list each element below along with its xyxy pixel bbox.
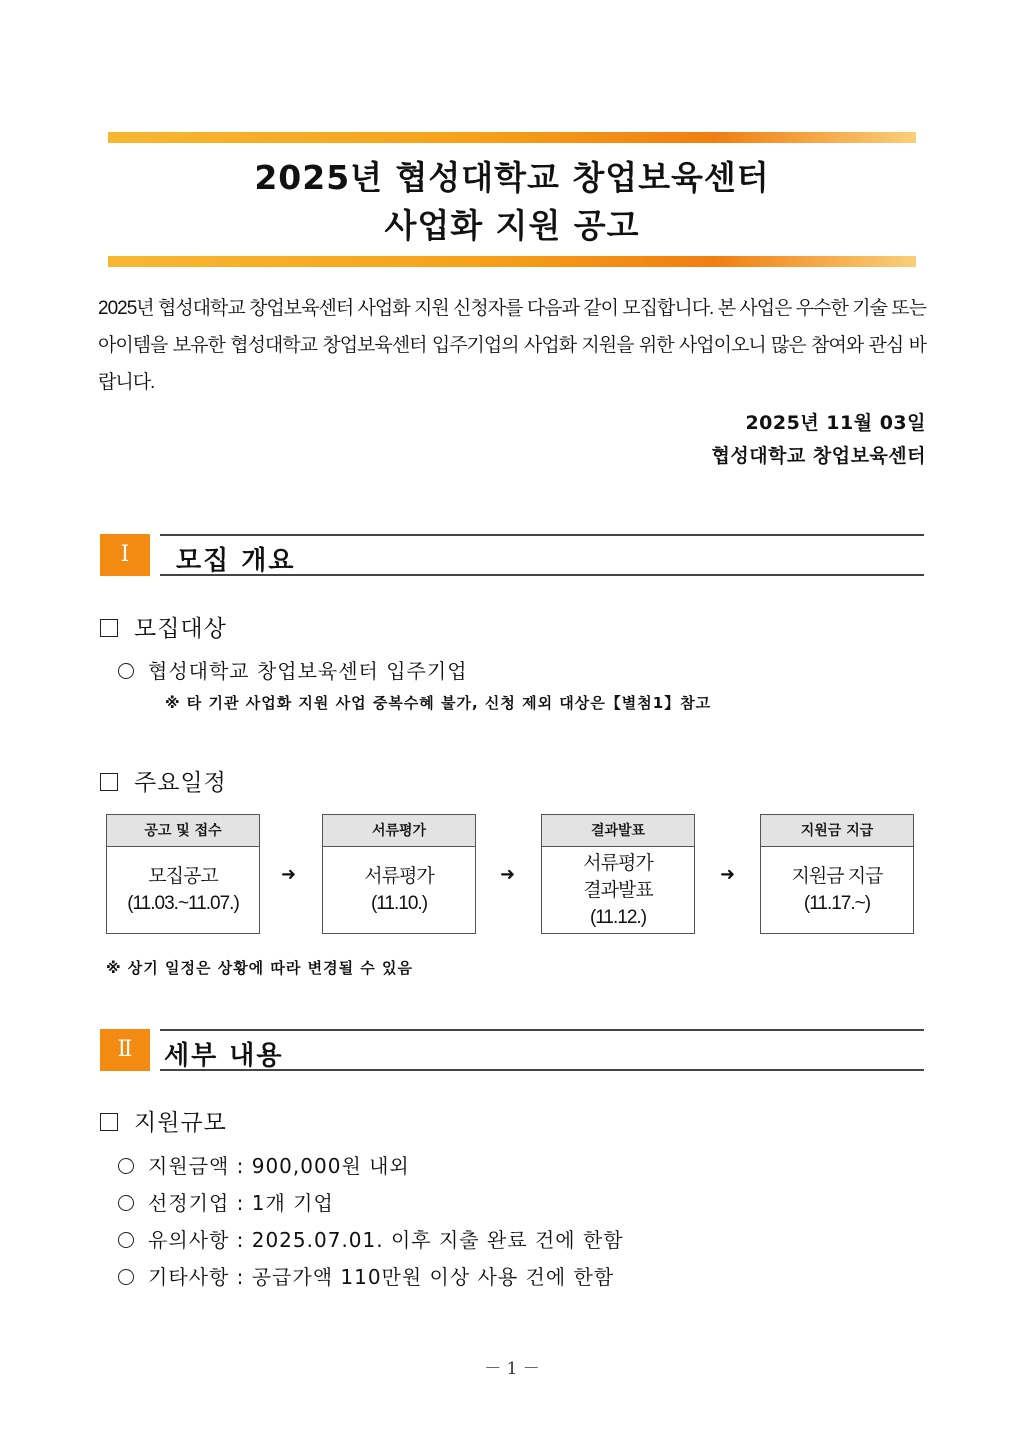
schedule-step-line: (11.03.~11.07.)	[127, 893, 239, 914]
schedule-heading	[100, 764, 227, 797]
schedule-step-line: (11.10.)	[370, 893, 428, 914]
schedule-step-body	[761, 847, 913, 933]
schedule-step-line: 서류평가	[364, 866, 434, 887]
circle-bullet-icon	[118, 1232, 134, 1248]
target-heading	[100, 610, 227, 643]
target-heading-text: 모집대상	[134, 616, 227, 642]
scale-item-text: 선정기업 : 1개 기업	[148, 1191, 334, 1215]
schedule-step	[541, 814, 695, 934]
target-item	[118, 655, 468, 684]
scale-heading	[100, 1104, 227, 1137]
section2-number-badge: Ⅱ	[100, 1029, 150, 1071]
scale-heading-text: 지원규모	[134, 1110, 227, 1136]
schedule-step-header: 공고 및 접수	[107, 815, 259, 847]
title-bottom-bar	[108, 256, 916, 267]
schedule-step-body	[323, 847, 475, 933]
section1-number-badge: Ⅰ	[100, 534, 150, 576]
schedule-step	[106, 814, 260, 934]
title-top-bar	[108, 132, 916, 143]
announcement-date: 2025년 11월 03일	[745, 412, 926, 434]
schedule-step-body	[542, 847, 694, 933]
section2-header	[160, 1029, 924, 1071]
scale-item	[118, 1150, 410, 1179]
schedule-step-header: 결과발표	[542, 815, 694, 847]
schedule-step	[322, 814, 476, 934]
intro-paragraph: 2025년 협성대학교 창업보육센터 사업화 지원 신청자를 다음과 같이 모집합니다. 본 사업은 우수한 기술 또는 아이템을 보유한 협성대학교 창업보육센터 입주기업의 사업화 지원을 위한 사업이오니 많은 참여와 관심 바랍니다.	[98, 298, 926, 393]
circle-bullet-icon	[118, 1158, 134, 1174]
circle-bullet-icon	[118, 1269, 134, 1285]
square-bullet-icon	[100, 773, 118, 791]
arrow-right-icon: ➜	[500, 864, 516, 885]
schedule-step-line: 결과발표	[583, 879, 653, 901]
schedule-step-line: 모집공고	[148, 866, 218, 887]
scale-item-text: 지원금액 : 900,000원 내외	[148, 1154, 410, 1178]
schedule-heading-text: 주요일정	[134, 770, 227, 796]
arrow-right-icon: ➜	[281, 864, 297, 885]
schedule-note: ※ 상기 일정은 상황에 따라 변경될 수 있음	[106, 959, 413, 977]
schedule-step-line: (11.12.)	[589, 906, 647, 928]
schedule-step-line: 서류평가	[583, 852, 653, 874]
schedule-step-header: 지원금 지급	[761, 815, 913, 847]
square-bullet-icon	[100, 619, 118, 637]
scale-item	[118, 1187, 334, 1216]
page-number: － 1 －	[484, 1359, 540, 1379]
arrow-right-icon: ➜	[720, 864, 736, 885]
target-note: ※ 타 기관 사업화 지원 사업 중복수혜 불가, 신청 제외 대상은【별첨1】참고	[165, 694, 712, 712]
scale-item-text: 기타사항 : 공급가액 110만원 이상 사용 건에 한함	[148, 1265, 615, 1289]
section1-header	[160, 534, 924, 576]
section2-title: 세부 내용	[164, 1041, 284, 1071]
document-title-line2: 사업화 지원 공고	[384, 206, 640, 245]
document-title-line1: 2025년 협성대학교 창업보육센터	[254, 158, 770, 197]
schedule-step-line: (11.17.~)	[803, 893, 871, 914]
scale-item	[118, 1224, 624, 1253]
square-bullet-icon	[100, 1113, 118, 1131]
circle-bullet-icon	[118, 663, 134, 679]
target-item-text: 협성대학교 창업보육센터 입주기업	[148, 659, 468, 683]
scale-item	[118, 1261, 614, 1290]
schedule-step-body	[107, 847, 259, 933]
schedule-step	[760, 814, 914, 934]
schedule-step-header: 서류평가	[323, 815, 475, 847]
section1-title: 모집 개요	[176, 546, 296, 576]
scale-item-text: 유의사항 : 2025.07.01. 이후 지출 완료 건에 한함	[148, 1228, 624, 1252]
organization-name: 협성대학교 창업보육센터	[711, 445, 926, 467]
circle-bullet-icon	[118, 1195, 134, 1211]
schedule-step-line: 지원금 지급	[791, 866, 883, 887]
